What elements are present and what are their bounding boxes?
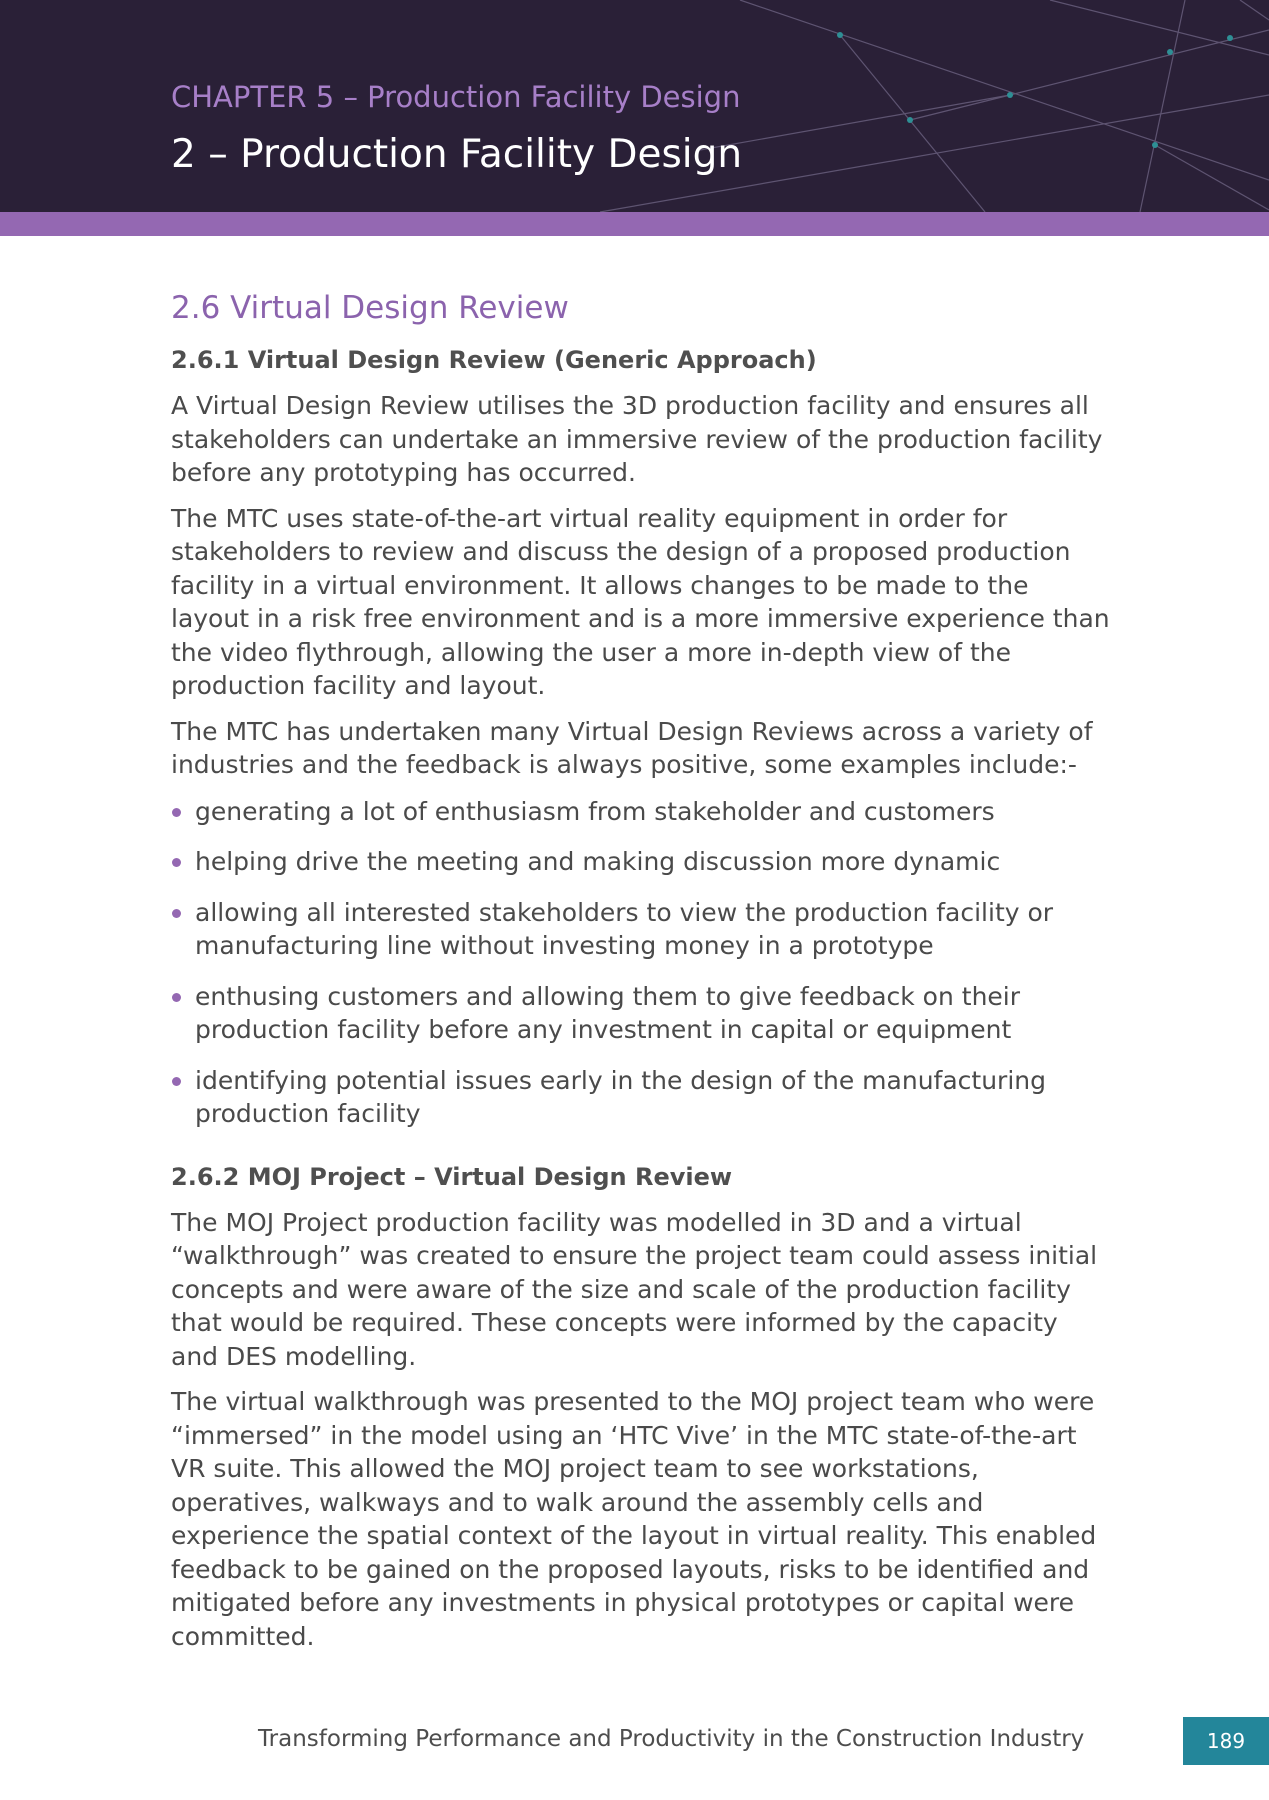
- list-item-text: helping drive the meeting and making discussion more dynamic: [195, 847, 1001, 876]
- paragraph: The MTC uses state-of-the-art virtual reality equipment in order for stakeholders to review and discuss the design of a proposed production facility in a virtual environment. It allows changes to be made to the layout in a risk free environment and is a more immersive experience than the video flythrough, allowing the user a more in-depth view of the production facility and layout.: [171, 503, 1110, 700]
- bullet-icon: [172, 1077, 181, 1086]
- bullet-icon: [172, 993, 181, 1002]
- paragraph: The MOJ Project production facility was modelled in 3D and a virtual “walkthrough” was created to ensure the project team could assess initial concepts and were aware of the size and scale of the production facility that would be required. These concepts were informed by the capacity and DES modelling.: [171, 1207, 1098, 1371]
- chapter-title: 2 – Production Facility Design: [171, 132, 743, 177]
- list-item: [171, 896, 1111, 963]
- list-item-text: enthusing customers and allowing them to give feedback on their production facility before any investment in capital or equipment: [195, 981, 1021, 1044]
- subsection-title-moj: 2.6.2 MOJ Project – Virtual Design Review: [171, 1162, 733, 1191]
- chapter-label: CHAPTER 5 – Production Facility Design: [171, 80, 741, 114]
- list-item: [171, 1064, 1111, 1131]
- header-accent-bar: [0, 212, 1269, 236]
- footer-publication-title: Transforming Performance and Productivity in the Construction Industry: [258, 1726, 1085, 1752]
- list-item-text: generating a lot of enthusiasm from stakeholder and customers: [195, 796, 995, 826]
- chapter-header: [0, 0, 1269, 212]
- paragraph: A Virtual Design Review utilises the 3D production facility and ensures all stakeholders can undertake an immersive review of the production facility before any prototyping has occurred.: [171, 391, 1103, 487]
- list-item: [171, 980, 1111, 1047]
- page-number-badge: 189: [1183, 1717, 1269, 1765]
- paragraph: The virtual walkthrough was presented to the MOJ project team who were “immersed” in the model using an ‘HTC Vive’ in the MTC state-of-the-art VR suite. This allowed the MOJ project team to see workstations, operatives, walkways and to walk around the assembly cells and experience the spatial context of the layout in virtual reality. This enabled feedback to be gained on the proposed layouts, risks to be identified and mitigated before any investments in physical prototypes or capital were committed.: [171, 1387, 1097, 1651]
- list-item: [171, 845, 1111, 879]
- bullet-icon: [172, 808, 181, 817]
- subsection-title-generic: 2.6.1 Virtual Design Review (Generic Approach): [171, 346, 817, 374]
- list-item-text: allowing all interested stakeholders to view the production facility or manufacturing line without investing money in a prototype: [195, 897, 1054, 960]
- bullet-list: [171, 795, 1111, 1131]
- bullet-icon: [172, 909, 181, 918]
- list-item: [171, 795, 1111, 829]
- main-content: [171, 290, 1111, 1653]
- section-title: 2.6 Virtual Design Review: [171, 290, 569, 326]
- paragraph: The MTC has undertaken many Virtual Design Reviews across a variety of industries and the feedback is always positive, some examples include:-: [171, 716, 1093, 779]
- bullet-icon: [172, 858, 181, 867]
- list-item-text: identifying potential issues early in the design of the manufacturing production facility: [195, 1065, 1046, 1128]
